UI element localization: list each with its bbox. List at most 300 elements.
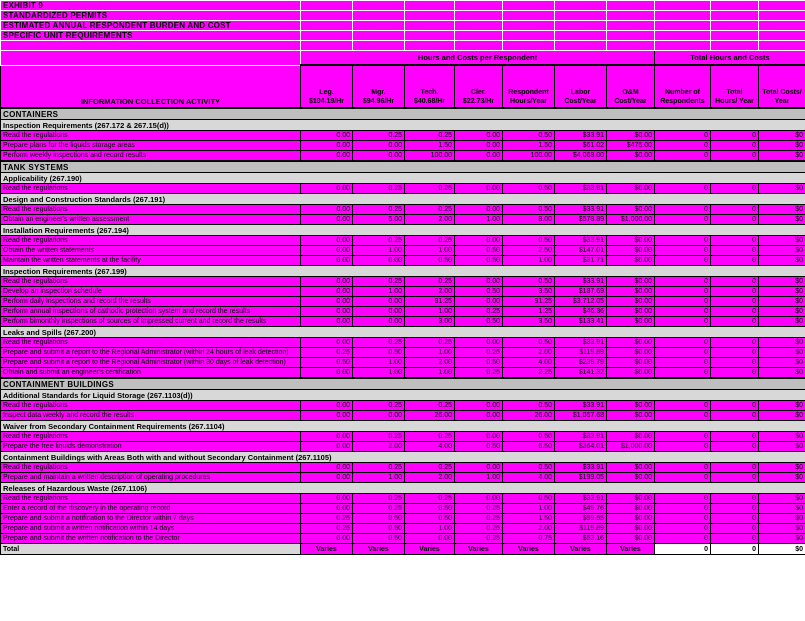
value-cell[interactable]: 0 (655, 215, 711, 225)
value-cell[interactable]: 1.25 (503, 307, 555, 317)
value-cell[interactable]: 0 (711, 442, 759, 452)
empty-cell[interactable] (455, 31, 503, 41)
subheader-label[interactable]: Inspection Requirements (267.199) (1, 266, 805, 277)
value-cell[interactable]: 0 (711, 432, 759, 442)
value-cell[interactable]: 3.50 (503, 317, 555, 327)
value-cell[interactable]: $0.00 (607, 184, 655, 194)
value-cell[interactable]: 0 (711, 504, 759, 514)
value-cell[interactable]: $0 (759, 205, 805, 215)
value-cell[interactable]: 0.00 (455, 494, 503, 504)
value-cell[interactable]: 0.00 (455, 131, 503, 141)
empty-cell[interactable] (455, 11, 503, 21)
value-cell[interactable]: 0 (655, 514, 711, 524)
empty-cell[interactable] (555, 21, 607, 31)
activity-label[interactable]: Perform annual inspections of cathodic protection system and record the results (1, 307, 301, 317)
value-cell[interactable]: Varies (455, 544, 503, 555)
value-cell[interactable]: $61.02 (555, 141, 607, 151)
value-cell[interactable]: 0.00 (301, 504, 353, 514)
value-cell[interactable]: 0 (655, 256, 711, 266)
empty-cell[interactable] (353, 31, 405, 41)
value-cell[interactable]: 0.25 (455, 524, 503, 534)
value-cell[interactable]: $0.00 (607, 473, 655, 483)
value-cell[interactable]: 0.50 (455, 256, 503, 266)
value-cell[interactable]: 0 (711, 358, 759, 368)
empty-cell[interactable] (759, 41, 805, 51)
value-cell[interactable]: 0.25 (301, 348, 353, 358)
empty-cell[interactable] (759, 1, 805, 11)
value-cell[interactable]: 0.25 (455, 368, 503, 379)
value-cell[interactable]: 100.00 (405, 151, 455, 162)
value-cell[interactable]: 0.25 (353, 338, 405, 348)
value-cell[interactable]: $0.00 (607, 432, 655, 442)
value-cell[interactable]: 0.75 (503, 534, 555, 544)
value-cell[interactable]: 0 (711, 534, 759, 544)
value-cell[interactable]: 0.25 (405, 494, 455, 504)
value-cell[interactable]: 0.00 (405, 534, 455, 544)
value-cell[interactable]: 0.50 (405, 504, 455, 514)
value-cell[interactable]: $0 (759, 534, 805, 544)
value-cell[interactable]: 0.50 (301, 358, 353, 368)
value-cell[interactable]: 0.00 (301, 215, 353, 225)
value-cell[interactable]: $0 (759, 473, 805, 483)
value-cell[interactable]: 0 (655, 277, 711, 287)
value-cell[interactable]: 0 (655, 141, 711, 151)
value-cell[interactable]: 0.00 (301, 131, 353, 141)
value-cell[interactable]: $239.79 (555, 358, 607, 368)
activity-label[interactable]: Perform weekly inspections and record results (1, 151, 301, 162)
value-cell[interactable]: $33.91 (555, 131, 607, 141)
subheader-label[interactable]: Applicability (267.190) (1, 173, 805, 184)
value-cell[interactable]: 0.00 (301, 442, 353, 452)
empty-cell[interactable] (655, 21, 711, 31)
value-cell[interactable]: 1.50 (503, 514, 555, 524)
value-cell[interactable]: 0.50 (405, 514, 455, 524)
value-cell[interactable]: 0 (711, 368, 759, 379)
value-cell[interactable]: $33.91 (555, 432, 607, 442)
value-cell[interactable]: $0 (759, 184, 805, 194)
value-cell[interactable]: $0 (759, 256, 805, 266)
value-cell[interactable]: 0.25 (405, 338, 455, 348)
value-cell[interactable]: 1.50 (405, 141, 455, 151)
value-cell[interactable]: 0 (711, 524, 759, 534)
value-cell[interactable]: 26.00 (503, 411, 555, 421)
value-cell[interactable]: 0.00 (301, 184, 353, 194)
subheader-label[interactable]: Installation Requirements (267.194) (1, 225, 805, 236)
value-cell[interactable]: 2.00 (405, 287, 455, 297)
value-cell[interactable]: $0 (759, 358, 805, 368)
value-cell[interactable]: 0.00 (353, 411, 405, 421)
value-cell[interactable]: $0.00 (607, 358, 655, 368)
value-cell[interactable]: 0 (655, 205, 711, 215)
value-cell[interactable]: 0.50 (503, 131, 555, 141)
value-cell[interactable]: 0.25 (455, 348, 503, 358)
value-cell[interactable]: $0.00 (607, 131, 655, 141)
value-cell[interactable]: $141.32 (555, 368, 607, 379)
section-label[interactable]: TANK SYSTEMS (1, 161, 805, 173)
empty-cell[interactable] (711, 31, 759, 41)
value-cell[interactable]: $31.71 (555, 256, 607, 266)
value-cell[interactable]: 0.50 (405, 256, 455, 266)
activity-label[interactable]: Obtain the written statements (1, 246, 301, 256)
value-cell[interactable]: $187.69 (555, 287, 607, 297)
empty-cell[interactable] (455, 41, 503, 51)
value-cell[interactable]: 0.25 (455, 504, 503, 514)
value-cell[interactable]: 0.25 (353, 504, 405, 514)
value-cell[interactable]: 0 (711, 277, 759, 287)
value-cell[interactable]: 0 (655, 442, 711, 452)
section-label[interactable]: CONTAINERS (1, 108, 805, 120)
value-cell[interactable]: $0.00 (607, 338, 655, 348)
value-cell[interactable]: $0.00 (607, 411, 655, 421)
value-cell[interactable]: 0.25 (405, 401, 455, 411)
value-cell[interactable]: $119.89 (555, 524, 607, 534)
empty-cell[interactable] (503, 41, 555, 51)
value-cell[interactable]: $1,057.68 (555, 411, 607, 421)
value-cell[interactable]: 0.00 (353, 307, 405, 317)
value-cell[interactable]: 0 (711, 141, 759, 151)
value-cell[interactable]: 2.00 (353, 442, 405, 452)
value-cell[interactable]: 0.25 (455, 514, 503, 524)
empty-cell[interactable] (301, 11, 353, 21)
section-label[interactable]: CONTAINMENT BUILDINGS (1, 378, 805, 390)
value-cell[interactable]: 0.00 (455, 205, 503, 215)
value-cell[interactable]: $0 (759, 297, 805, 307)
value-cell[interactable]: 0.00 (301, 205, 353, 215)
value-cell[interactable]: 2.00 (405, 215, 455, 225)
value-cell[interactable]: $0.00 (607, 256, 655, 266)
value-cell[interactable]: 0.00 (455, 432, 503, 442)
value-cell[interactable]: 0.25 (405, 184, 455, 194)
value-cell[interactable]: Varies (405, 544, 455, 555)
value-cell[interactable]: 0.00 (353, 297, 405, 307)
value-cell[interactable]: 0.00 (301, 256, 353, 266)
activity-label[interactable]: Read the regulations (1, 205, 301, 215)
value-cell[interactable]: 0 (655, 317, 711, 327)
value-cell[interactable]: 0.50 (503, 236, 555, 246)
empty-cell[interactable] (555, 11, 607, 21)
value-cell[interactable]: Varies (555, 544, 607, 555)
subheader-label[interactable]: Containment Buildings with Areas Both with and without Secondary Containment (267.1105) (1, 452, 805, 463)
value-cell[interactable]: $0 (759, 141, 805, 151)
value-cell[interactable]: 0 (711, 401, 759, 411)
value-cell[interactable]: $119.89 (555, 348, 607, 358)
value-cell[interactable]: 0 (711, 473, 759, 483)
value-cell[interactable]: 0 (711, 463, 759, 473)
value-cell[interactable]: $4,068.00 (555, 151, 607, 162)
value-cell[interactable]: $99.55 (555, 514, 607, 524)
value-cell[interactable]: 0.00 (455, 184, 503, 194)
value-cell[interactable]: 0.25 (455, 534, 503, 544)
activity-label[interactable]: Prepare the free liquids demonstration (1, 442, 301, 452)
value-cell[interactable]: 0.50 (503, 205, 555, 215)
value-cell[interactable]: $0.00 (607, 246, 655, 256)
value-cell[interactable]: 0 (711, 287, 759, 297)
value-cell[interactable]: 1.00 (353, 358, 405, 368)
value-cell[interactable]: $147.01 (555, 246, 607, 256)
value-cell[interactable]: 0.00 (455, 463, 503, 473)
value-cell[interactable]: $53.16 (555, 534, 607, 544)
value-cell[interactable]: 0.25 (353, 236, 405, 246)
value-cell[interactable]: $0.00 (607, 297, 655, 307)
value-cell[interactable]: 2.25 (503, 368, 555, 379)
value-cell[interactable]: 0 (711, 246, 759, 256)
activity-label[interactable]: Prepare and maintain a written description of operating procedures (1, 473, 301, 483)
activity-label[interactable]: Prepare and submit a report to the Regional Administrator (within 30 days of leak detection) (1, 358, 301, 368)
subheader-label[interactable]: Design and Construction Standards (267.191) (1, 194, 805, 205)
value-cell[interactable]: 1.00 (455, 473, 503, 483)
value-cell[interactable]: $33.91 (555, 494, 607, 504)
value-cell[interactable]: 1.00 (353, 246, 405, 256)
value-cell[interactable]: 4.00 (503, 358, 555, 368)
value-cell[interactable]: 0.25 (455, 307, 503, 317)
empty-cell[interactable] (711, 41, 759, 51)
empty-cell[interactable] (555, 31, 607, 41)
value-cell[interactable]: 0.00 (301, 473, 353, 483)
activity-label[interactable]: Read the regulations (1, 432, 301, 442)
value-cell[interactable]: 0.00 (301, 287, 353, 297)
value-cell[interactable]: $0 (759, 348, 805, 358)
value-cell[interactable]: 1.00 (405, 348, 455, 358)
value-cell[interactable]: 1.00 (353, 473, 405, 483)
value-cell[interactable]: $0.00 (607, 401, 655, 411)
value-cell[interactable]: 1.00 (405, 246, 455, 256)
activity-label[interactable]: Prepare and submit the written notification to the Director (1, 534, 301, 544)
value-cell[interactable]: 1.00 (353, 287, 405, 297)
value-cell[interactable]: 0 (655, 401, 711, 411)
value-cell[interactable]: $0.00 (607, 205, 655, 215)
empty-cell[interactable] (301, 1, 353, 11)
value-cell[interactable]: 0.00 (301, 494, 353, 504)
value-cell[interactable]: $0 (759, 287, 805, 297)
value-cell[interactable]: 0.00 (301, 141, 353, 151)
value-cell[interactable]: $0.00 (607, 307, 655, 317)
value-cell[interactable]: $0 (759, 514, 805, 524)
value-cell[interactable]: 0 (655, 463, 711, 473)
activity-label[interactable]: Prepare plans for the liquids storage areas (1, 141, 301, 151)
value-cell[interactable]: 0.25 (405, 463, 455, 473)
value-cell[interactable]: $0 (759, 544, 805, 555)
value-cell[interactable]: 0 (655, 348, 711, 358)
value-cell[interactable]: $0 (759, 504, 805, 514)
value-cell[interactable]: 0.25 (405, 277, 455, 287)
value-cell[interactable]: $0 (759, 338, 805, 348)
value-cell[interactable]: $0.00 (607, 463, 655, 473)
value-cell[interactable]: 0 (655, 358, 711, 368)
empty-cell[interactable] (655, 11, 711, 21)
value-cell[interactable]: 0.00 (455, 141, 503, 151)
activity-label[interactable]: Obtain and submit an engineer's certification (1, 368, 301, 379)
value-cell[interactable]: 1.00 (455, 215, 503, 225)
value-cell[interactable]: 0 (655, 544, 711, 555)
value-cell[interactable]: 91.25 (405, 297, 455, 307)
value-cell[interactable]: $33.91 (555, 338, 607, 348)
value-cell[interactable]: 0.00 (455, 338, 503, 348)
activity-label[interactable]: Read the regulations (1, 236, 301, 246)
value-cell[interactable]: $0 (759, 401, 805, 411)
value-cell[interactable]: 0.25 (353, 401, 405, 411)
value-cell[interactable]: 0 (711, 205, 759, 215)
activity-label[interactable]: Read the regulations (1, 401, 301, 411)
value-cell[interactable]: $0.00 (607, 287, 655, 297)
value-cell[interactable]: $0 (759, 368, 805, 379)
value-cell[interactable]: 0.00 (301, 463, 353, 473)
empty-cell[interactable] (353, 21, 405, 31)
value-cell[interactable]: 4.00 (405, 442, 455, 452)
empty-cell[interactable] (503, 21, 555, 31)
value-cell[interactable]: 2.00 (405, 358, 455, 368)
empty-cell[interactable] (607, 1, 655, 11)
activity-label[interactable]: Read the regulations (1, 131, 301, 141)
value-cell[interactable]: 0.00 (301, 236, 353, 246)
value-cell[interactable]: $0.00 (607, 524, 655, 534)
empty-cell[interactable] (555, 1, 607, 11)
value-cell[interactable]: 0.00 (455, 297, 503, 307)
value-cell[interactable]: 0.00 (301, 534, 353, 544)
empty-cell[interactable] (759, 11, 805, 21)
value-cell[interactable]: $0.00 (607, 504, 655, 514)
empty-cell[interactable] (655, 1, 711, 11)
activity-label[interactable]: Read the regulations (1, 494, 301, 504)
value-cell[interactable]: 0.50 (503, 432, 555, 442)
value-cell[interactable]: 0.25 (301, 514, 353, 524)
activity-label[interactable]: Prepare and submit a written notification within 14 days (1, 524, 301, 534)
empty-cell[interactable] (655, 31, 711, 41)
value-cell[interactable]: 0.00 (301, 317, 353, 327)
activity-label[interactable]: Prepare and submit a report to the Regional Administrator (within 24 hours of leak detection) (1, 348, 301, 358)
value-cell[interactable]: 0 (711, 297, 759, 307)
value-cell[interactable]: 2.50 (503, 246, 555, 256)
value-cell[interactable]: 0.00 (301, 432, 353, 442)
activity-label[interactable]: Read the regulations (1, 463, 301, 473)
activity-label[interactable]: Inspect data weekly and record the results (1, 411, 301, 421)
value-cell[interactable]: 0 (655, 411, 711, 421)
value-cell[interactable]: 0.00 (301, 401, 353, 411)
value-cell[interactable]: 0 (711, 307, 759, 317)
empty-cell[interactable] (711, 21, 759, 31)
empty-cell[interactable] (1, 41, 301, 51)
value-cell[interactable]: 0.00 (301, 297, 353, 307)
value-cell[interactable]: 0.25 (353, 131, 405, 141)
empty-cell[interactable] (455, 21, 503, 31)
empty-cell[interactable] (607, 11, 655, 21)
value-cell[interactable]: $33.91 (555, 401, 607, 411)
value-cell[interactable]: 0 (711, 514, 759, 524)
value-cell[interactable]: 0.25 (353, 277, 405, 287)
value-cell[interactable]: $133.41 (555, 317, 607, 327)
value-cell[interactable]: $475.00 (607, 141, 655, 151)
value-cell[interactable]: 0 (655, 534, 711, 544)
value-cell[interactable]: Varies (503, 544, 555, 555)
value-cell[interactable]: 0 (655, 184, 711, 194)
value-cell[interactable]: 0 (655, 524, 711, 534)
value-cell[interactable]: $33.91 (555, 463, 607, 473)
activity-label[interactable]: Total (1, 544, 301, 555)
value-cell[interactable]: 0 (655, 494, 711, 504)
value-cell[interactable]: 0.00 (353, 151, 405, 162)
value-cell[interactable]: 0 (655, 151, 711, 162)
value-cell[interactable]: 0.50 (455, 358, 503, 368)
value-cell[interactable]: 0.25 (353, 432, 405, 442)
value-cell[interactable]: 4.00 (503, 473, 555, 483)
value-cell[interactable]: 0 (711, 494, 759, 504)
empty-cell[interactable] (759, 21, 805, 31)
value-cell[interactable]: 0 (655, 246, 711, 256)
value-cell[interactable]: 0.50 (503, 184, 555, 194)
value-cell[interactable]: 0 (655, 236, 711, 246)
value-cell[interactable]: 0.00 (455, 277, 503, 287)
value-cell[interactable]: $0.00 (607, 277, 655, 287)
value-cell[interactable]: $0 (759, 215, 805, 225)
activity-label[interactable]: Maintain the written statements at the facility (1, 256, 301, 266)
empty-cell[interactable] (405, 41, 455, 51)
value-cell[interactable]: $0.00 (607, 236, 655, 246)
value-cell[interactable]: 0 (711, 131, 759, 141)
empty-cell[interactable] (655, 41, 711, 51)
value-cell[interactable]: 0.00 (301, 246, 353, 256)
value-cell[interactable]: 0.00 (455, 411, 503, 421)
value-cell[interactable]: 8.00 (503, 215, 555, 225)
value-cell[interactable]: $0 (759, 432, 805, 442)
value-cell[interactable]: $0.00 (607, 151, 655, 162)
value-cell[interactable]: $199.05 (555, 473, 607, 483)
value-cell[interactable]: 0.25 (353, 494, 405, 504)
activity-label[interactable]: Read the regulations (1, 184, 301, 194)
value-cell[interactable]: $0 (759, 131, 805, 141)
value-cell[interactable]: 0 (711, 256, 759, 266)
activity-label[interactable]: Obtain an engineer's written assessment (1, 215, 301, 225)
value-cell[interactable]: 0.00 (301, 151, 353, 162)
value-cell[interactable]: $49.76 (555, 504, 607, 514)
subheader-label[interactable]: Additional Standards for Liquid Storage (267.1103(d)) (1, 390, 805, 401)
empty-cell[interactable] (711, 11, 759, 21)
value-cell[interactable]: 0 (655, 297, 711, 307)
value-cell[interactable]: 0.50 (503, 494, 555, 504)
value-cell[interactable]: 0.50 (353, 524, 405, 534)
value-cell[interactable]: 1.00 (405, 524, 455, 534)
value-cell[interactable]: 3.50 (503, 287, 555, 297)
value-cell[interactable]: $0 (759, 277, 805, 287)
value-cell[interactable]: $1,000.00 (607, 442, 655, 452)
subheader-label[interactable]: Waiver from Secondary Containment Requirements (267.1104) (1, 421, 805, 432)
empty-cell[interactable] (503, 1, 555, 11)
value-cell[interactable]: 2.00 (503, 348, 555, 358)
value-cell[interactable]: $33.91 (555, 184, 607, 194)
empty-cell[interactable] (503, 11, 555, 21)
value-cell[interactable]: $0 (759, 236, 805, 246)
empty-cell[interactable] (607, 31, 655, 41)
value-cell[interactable]: $0.00 (607, 348, 655, 358)
value-cell[interactable]: 1.00 (503, 504, 555, 514)
activity-label[interactable]: Perform daily inspections and record the results (1, 297, 301, 307)
value-cell[interactable]: $0 (759, 524, 805, 534)
value-cell[interactable]: $0.00 (607, 514, 655, 524)
value-cell[interactable]: 0.25 (405, 236, 455, 246)
value-cell[interactable]: 0.25 (353, 463, 405, 473)
empty-cell[interactable] (455, 1, 503, 11)
value-cell[interactable]: $0 (759, 442, 805, 452)
value-cell[interactable]: $0 (759, 463, 805, 473)
value-cell[interactable]: 0 (655, 473, 711, 483)
empty-cell[interactable] (301, 21, 353, 31)
value-cell[interactable]: 0 (711, 151, 759, 162)
empty-cell[interactable] (405, 21, 455, 31)
value-cell[interactable]: 0.50 (503, 463, 555, 473)
value-cell[interactable]: $0 (759, 151, 805, 162)
value-cell[interactable]: 1.00 (405, 307, 455, 317)
value-cell[interactable]: 0.25 (405, 131, 455, 141)
value-cell[interactable]: 0.25 (353, 184, 405, 194)
value-cell[interactable]: $364.01 (555, 442, 607, 452)
